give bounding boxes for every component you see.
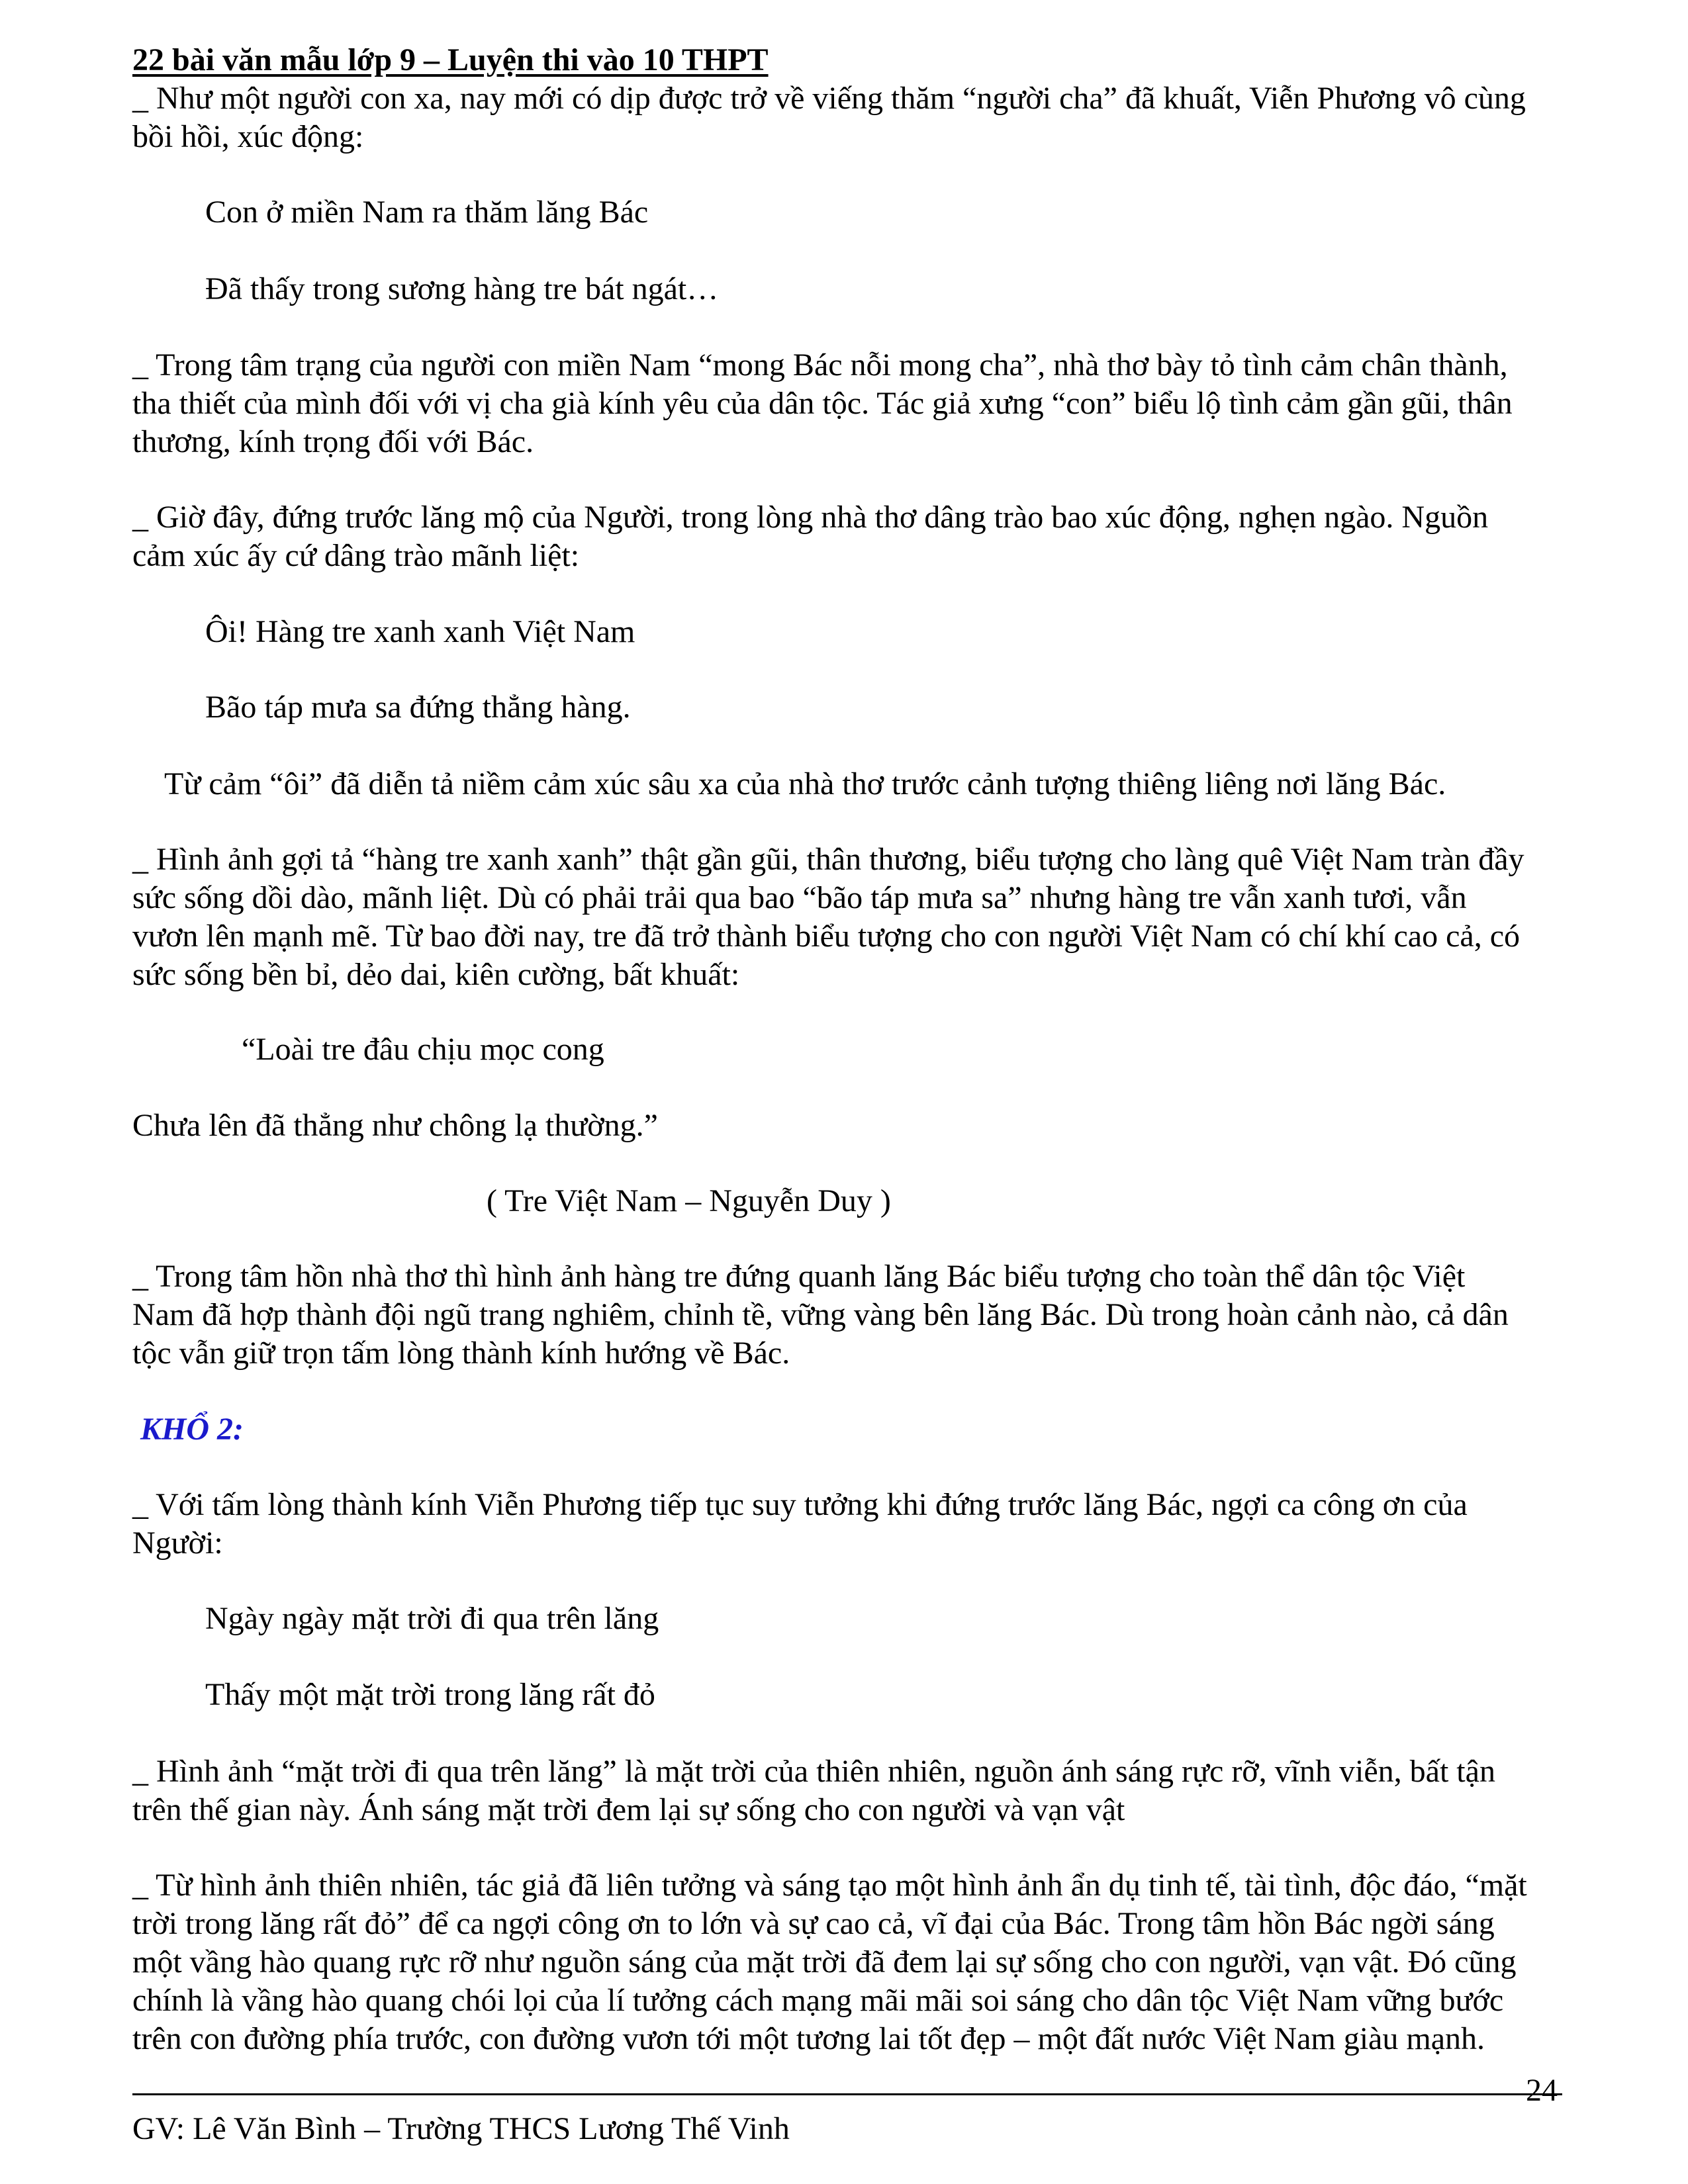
poem-line: Ngày ngày mặt trời đi qua trên lăng — [205, 1601, 659, 1636]
paragraph-line: trên thế gian này. Ánh sáng mặt trời đem lại sự sống cho con người và vạn vật — [132, 1792, 1125, 1827]
document-title: 22 bài văn mẫu lớp 9 – Luyện thi vào 10 THPT — [132, 42, 769, 77]
quote-line: Chưa lên đã thẳng như chông lạ thường.” — [132, 1108, 658, 1143]
paragraph-line: _ Giờ đây, đứng trước lăng mộ của Người, trong lòng nhà thơ dâng trào bao xúc động, nghẹn ngào. Nguồn — [132, 500, 1489, 535]
poem-line: Bão táp mưa sa đứng thẳng hàng. — [205, 690, 631, 725]
paragraph-line: _ Trong tâm hồn nhà thơ thì hình ảnh hàng tre đứng quanh lăng Bác biểu tượng cho toàn thể dân tộc Việt — [132, 1259, 1466, 1294]
footer-teacher: GV: Lê Văn Bình – Trường THCS Lương Thế Vinh — [132, 2111, 790, 2146]
page-number: 24 — [1526, 2073, 1558, 2108]
paragraph-line: cảm xúc ấy cứ dâng trào mãnh liệt: — [132, 538, 580, 573]
paragraph-line: tha thiết của mình đối với vị cha già kính yêu của dân tộc. Tác giả xưng “con” biểu lộ tình cảm gần gũi, thân — [132, 386, 1513, 421]
quote-line: “Loài tre đâu chịu mọc cong — [242, 1032, 604, 1067]
paragraph-line: trời trong lăng rất đỏ” để ca ngợi công ơn to lớn và sự cao cả, vĩ đại của Bác. Trong tâm hồn Bác ngời sáng — [132, 1906, 1495, 1941]
paragraph-line: bồi hồi, xúc động: — [132, 119, 364, 154]
paragraph-line: trên con đường phía trước, con đường vươn tới một tương lai tốt đẹp – một đất nước Việt Nam giàu mạnh. — [132, 2021, 1485, 2056]
paragraph-line: sức sống dồi dào, mãnh liệt. Dù có phải trải qua bao “bão táp mưa sa” nhưng hàng tre vẫn xanh tươi, vẫn — [132, 880, 1467, 915]
poem-line: Thấy một mặt trời trong lăng rất đỏ — [205, 1677, 655, 1712]
paragraph-line: _ Với tấm lòng thành kính Viễn Phương tiếp tục suy tưởng khi đứng trước lăng Bác, ngợi ca công ơn của — [132, 1487, 1468, 1522]
paragraph-line: Nam đã hợp thành đội ngũ trang nghiêm, chỉnh tề, vững vàng bên lăng Bác. Dù trong hoàn cảnh nào, cả dân — [132, 1297, 1509, 1332]
paragraph-line: _ Như một người con xa, nay mới có dịp được trở về viếng thăm “người cha” đã khuất, Viễn Phương vô cùng — [132, 81, 1526, 116]
paragraph-line: Người: — [132, 1525, 223, 1561]
paragraph-line: vươn lên mạnh mẽ. Từ bao đời nay, tre đã trở thành biểu tượng cho con người Việt Nam có chí khí cao cả, có — [132, 919, 1520, 954]
paragraph-line: Từ cảm “ôi” đã diễn tả niềm cảm xúc sâu xa của nhà thơ trước cảnh tượng thiêng liêng nơi lăng Bác. — [164, 766, 1446, 801]
footer-divider — [132, 2093, 1562, 2095]
paragraph-line: tộc vẫn giữ trọn tấm lòng thành kính hướng về Bác. — [132, 1336, 790, 1371]
quote-source: ( Tre Việt Nam – Nguyễn Duy ) — [487, 1183, 891, 1218]
paragraph-line: chính là vầng hào quang chói lọi của lí tưởng cách mạng mãi mãi soi sáng cho dân tộc Việt Nam vững bước — [132, 1983, 1504, 2018]
paragraph-line: _ Hình ảnh “mặt trời đi qua trên lăng” là mặt trời của thiên nhiên, nguồn ánh sáng rực rỡ, vĩnh viễn, bất tận — [132, 1754, 1495, 1789]
paragraph-line: _ Từ hình ảnh thiên nhiên, tác giả đã liên tưởng và sáng tạo một hình ảnh ẩn dụ tinh tế, tài tình, độc đáo, “mặt — [132, 1868, 1527, 1903]
paragraph-line: thương, kính trọng đối với Bác. — [132, 424, 534, 459]
poem-line: Đã thấy trong sương hàng tre bát ngát… — [205, 271, 719, 306]
poem-line: Con ở miền Nam ra thăm lăng Bác — [205, 195, 649, 230]
paragraph-line: _ Trong tâm trạng của người con miền Nam “mong Bác nỗi mong cha”, nhà thơ bày tỏ tình cảm chân thành, — [132, 347, 1508, 383]
paragraph-line: _ Hình ảnh gợi tả “hàng tre xanh xanh” thật gần gũi, thân thương, biểu tượng cho làng quê Việt Nam tràn đầy — [132, 842, 1524, 877]
paragraph-line: một vầng hào quang rực rỡ như nguồn sáng của mặt trời đã đem lại sự sống cho con người, vạn vật. Đó cũng — [132, 1944, 1517, 1979]
poem-line: Ôi! Hàng tre xanh xanh Việt Nam — [205, 614, 635, 649]
section-heading: KHỔ 2: — [140, 1412, 244, 1447]
paragraph-line: sức sống bền bỉ, dẻo dai, kiên cường, bất khuất: — [132, 957, 740, 992]
